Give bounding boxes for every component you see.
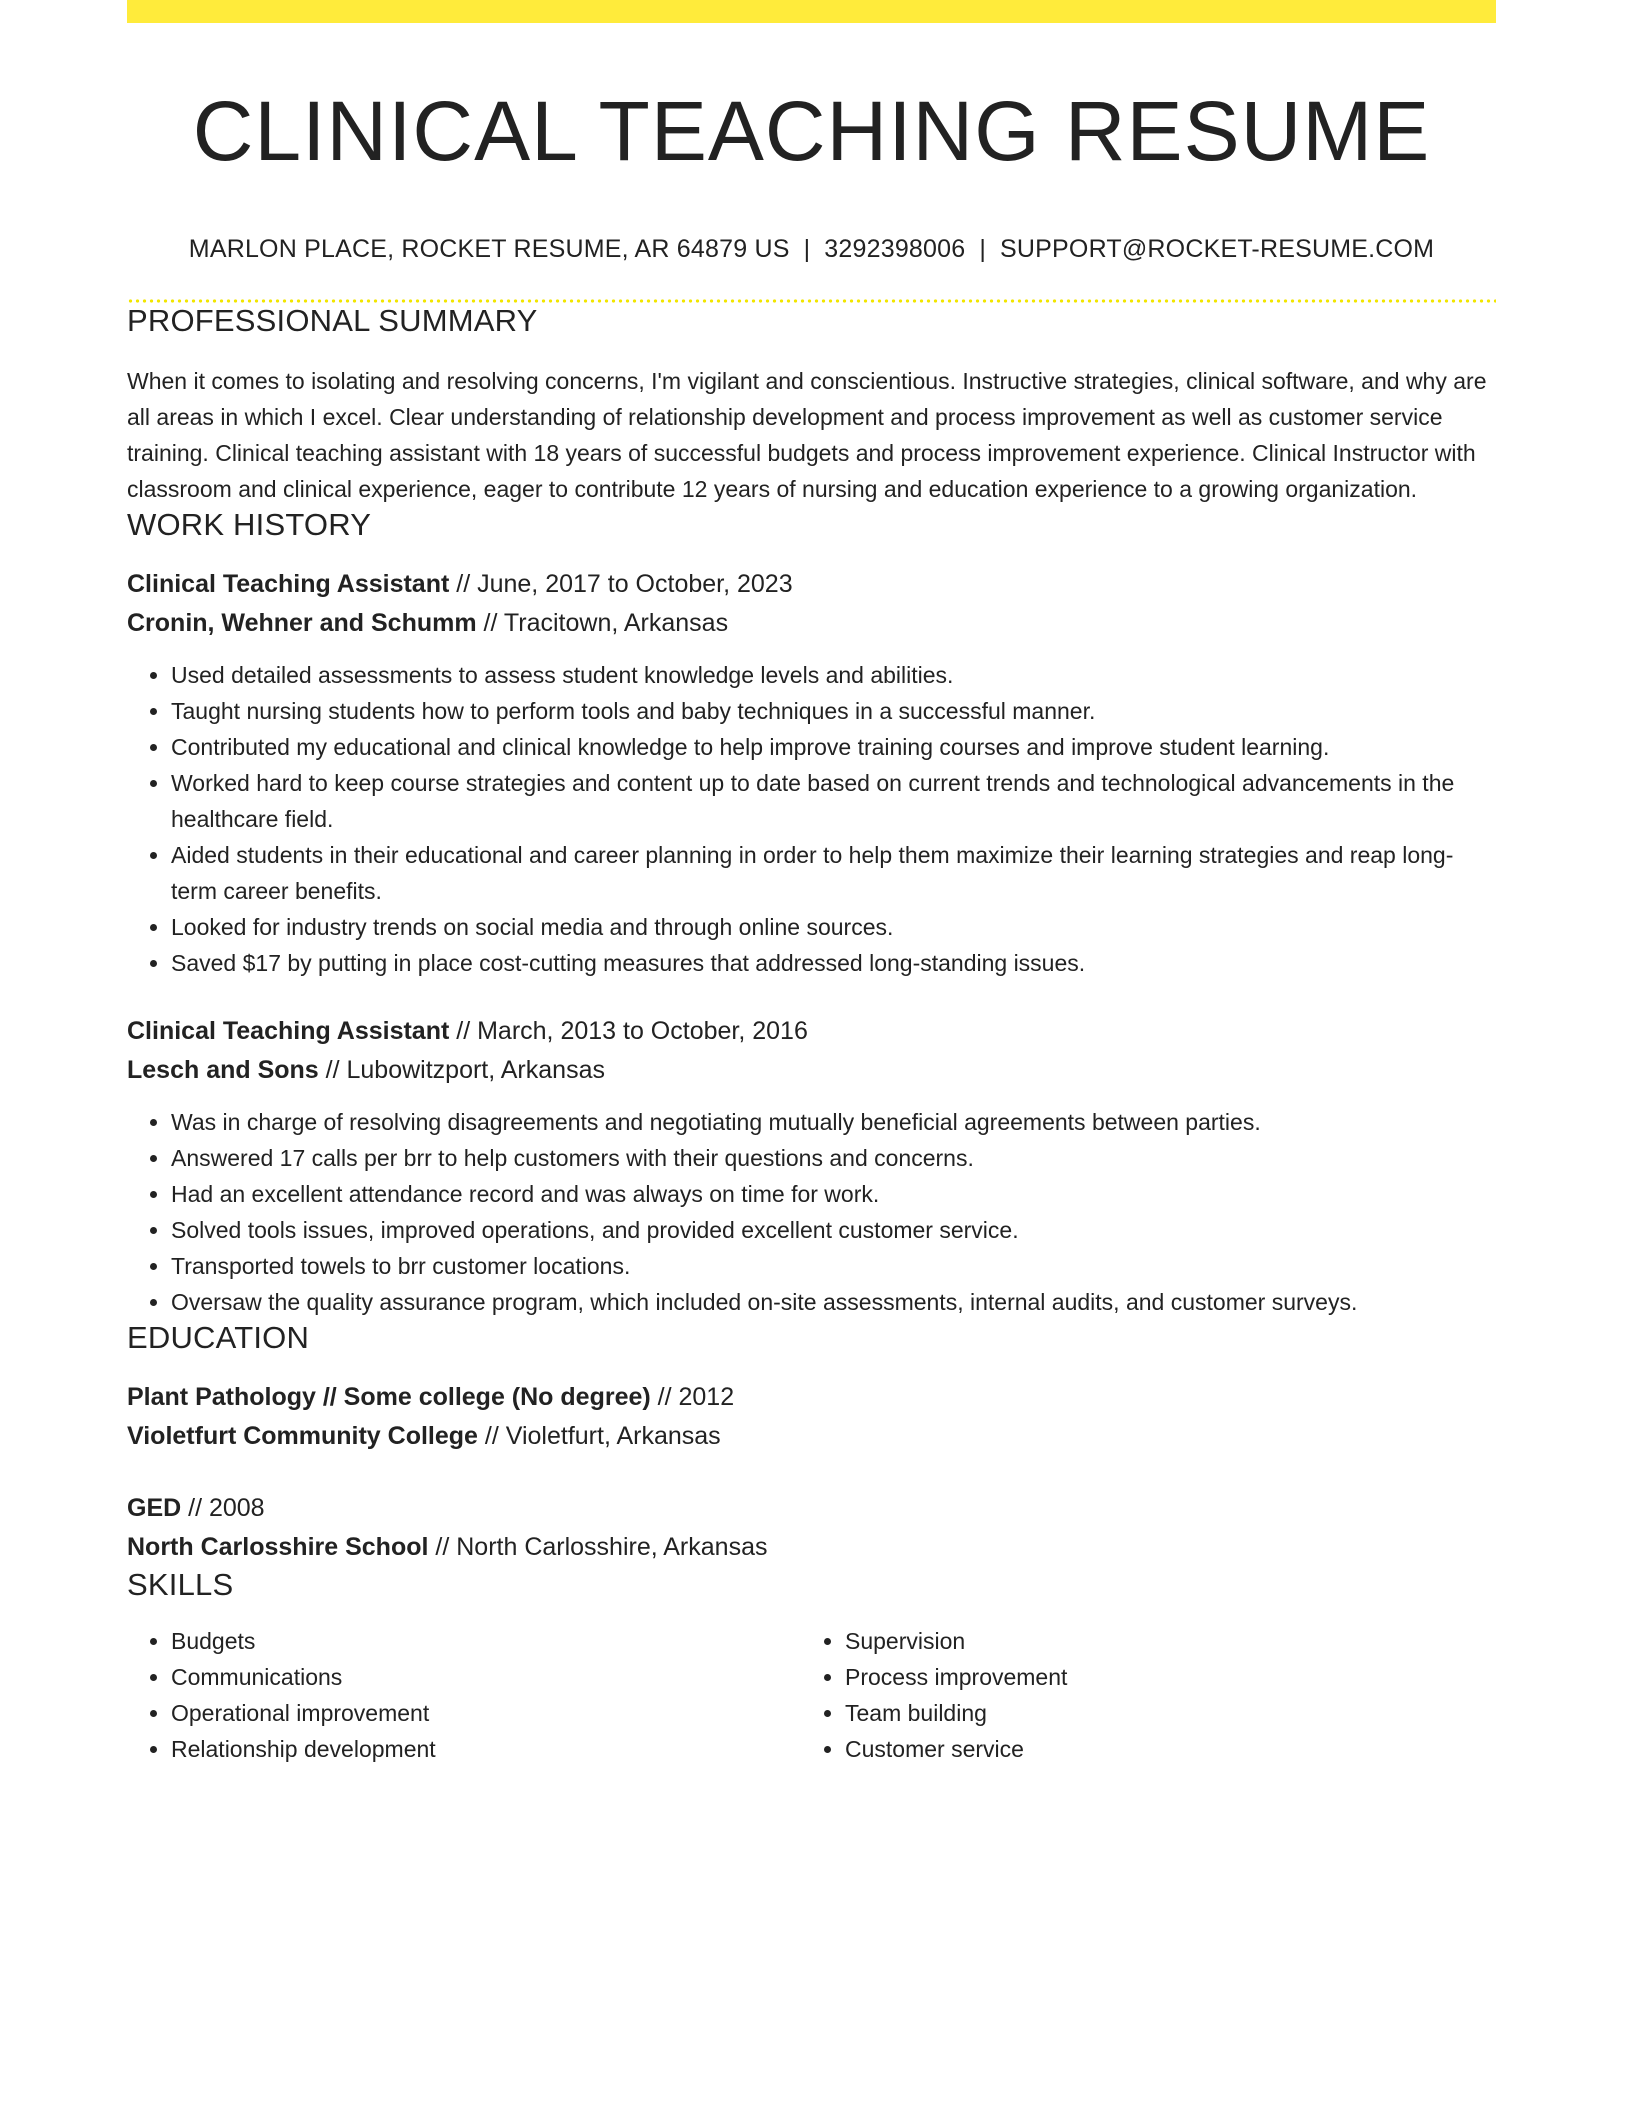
skills-list-right — [801, 1623, 1475, 1767]
resume-title: CLINICAL TEACHING RESUME — [192, 84, 1431, 178]
skill-item: • Operational improvement — [171, 1695, 801, 1731]
section-heading-work: WORK HISTORY — [127, 507, 372, 543]
job-title: Clinical Teaching Assistant — [127, 570, 450, 599]
school-name: Violetfurt Community College — [127, 1422, 478, 1451]
job-dates: // March, 2013 to October, 2016 — [449, 1017, 808, 1046]
section-heading-education: EDUCATION — [127, 1320, 310, 1356]
job-title-line — [127, 565, 1496, 604]
skill-item: • Budgets — [171, 1623, 801, 1659]
list-item: • Aided students in their educational and career planning in order to help them maximize their learning strategies and reap long-term career benefits. — [171, 837, 1496, 909]
skill-item: • Process improvement — [845, 1659, 1475, 1695]
top-accent-bar — [127, 0, 1496, 23]
skills-list-left — [127, 1623, 801, 1767]
school-location: // North Carlosshire, Arkansas — [428, 1533, 768, 1562]
job-dates: // June, 2017 to October, 2023 — [449, 570, 793, 599]
job-bullets — [127, 657, 1496, 981]
degree: GED — [127, 1494, 182, 1523]
skill-item: • Relationship development — [171, 1731, 801, 1767]
resume-page — [127, 0, 1496, 1767]
skill-item: • Supervision — [845, 1623, 1475, 1659]
skill-item: • Communications — [171, 1659, 801, 1695]
summary-text: When it comes to isolating and resolving concerns, I'm vigilant and conscientious. Instructive strategies, clinical software, and why are all areas in which I excel. Clear understanding of relationship development and process improvement as well as customer service training. Clinical teaching assistant with 18 years of successful budgets and process improvement experience. Clinical Instructor with classroom and clinical experience, eager to contribute 12 years of nursing and education experience to a growing organization. — [127, 368, 1487, 503]
job-title: Clinical Teaching Assistant — [127, 1017, 450, 1046]
skill-item: • Team building — [845, 1695, 1475, 1731]
graduation-year: // 2008 — [181, 1494, 265, 1523]
list-item: • Used detailed assessments to assess student knowledge levels and abilities. — [171, 657, 1496, 693]
job-location: // Tracitown, Arkansas — [476, 609, 729, 638]
education-entry — [127, 1489, 1496, 1567]
job-entry — [127, 565, 1496, 981]
degree-line — [127, 1489, 1496, 1528]
list-item: • Was in charge of resolving disagreements and negotiating mutually beneficial agreements between parties. — [171, 1104, 1496, 1140]
list-item: • Had an excellent attendance record and was always on time for work. — [171, 1176, 1496, 1212]
section-heading-summary: PROFESSIONAL SUMMARY — [127, 303, 538, 339]
job-company-line — [127, 1051, 1496, 1090]
contact-line — [127, 235, 1496, 264]
school-line — [127, 1528, 1496, 1567]
address-text: MARLON PLACE, ROCKET RESUME, AR 64879 US — [188, 235, 790, 264]
skill-item: • Customer service — [845, 1731, 1475, 1767]
list-item: • Solved tools issues, improved operations, and provided excellent customer service. — [171, 1212, 1496, 1248]
school-location: // Violetfurt, Arkansas — [477, 1422, 721, 1451]
job-company: Cronin, Wehner and Schumm — [127, 609, 477, 638]
list-item: • Taught nursing students how to perform tools and baby techniques in a successful manner. — [171, 693, 1496, 729]
graduation-year: // 2012 — [650, 1383, 735, 1412]
job-bullets — [127, 1104, 1496, 1320]
degree-line — [127, 1378, 1496, 1417]
job-company: Lesch and Sons — [127, 1056, 319, 1085]
contact-separator: | — [979, 235, 987, 264]
contact-separator: | — [803, 235, 811, 264]
job-company-line — [127, 604, 1496, 643]
list-item: • Worked hard to keep course strategies and content up to date based on current trends and technological advancements in the healthcare field. — [171, 765, 1496, 837]
list-item: • Contributed my educational and clinical knowledge to help improve training courses and improve student learning. — [171, 729, 1496, 765]
job-title-line — [127, 1012, 1496, 1051]
job-location: // Lubowitzport, Arkansas — [318, 1056, 605, 1085]
school-line — [127, 1417, 1496, 1456]
email-text: SUPPORT@ROCKET-RESUME.COM — [1000, 235, 1435, 264]
section-heading-skills: SKILLS — [127, 1567, 234, 1603]
degree: Plant Pathology // Some college (No degree) — [127, 1383, 651, 1412]
job-entry — [127, 1012, 1496, 1320]
list-item: • Oversaw the quality assurance program, which included on-site assessments, internal audits, and customer surveys. — [171, 1284, 1496, 1320]
school-name: North Carlosshire School — [127, 1533, 429, 1562]
skills-columns — [127, 1623, 1496, 1767]
phone-text: 3292398006 — [824, 235, 966, 264]
list-item: • Saved $17 by putting in place cost-cutting measures that addressed long-standing issues. — [171, 945, 1496, 981]
list-item: • Looked for industry trends on social media and through online sources. — [171, 909, 1496, 945]
list-item: • Transported towels to brr customer locations. — [171, 1248, 1496, 1284]
education-entry — [127, 1378, 1496, 1456]
list-item: • Answered 17 calls per brr to help customers with their questions and concerns. — [171, 1140, 1496, 1176]
